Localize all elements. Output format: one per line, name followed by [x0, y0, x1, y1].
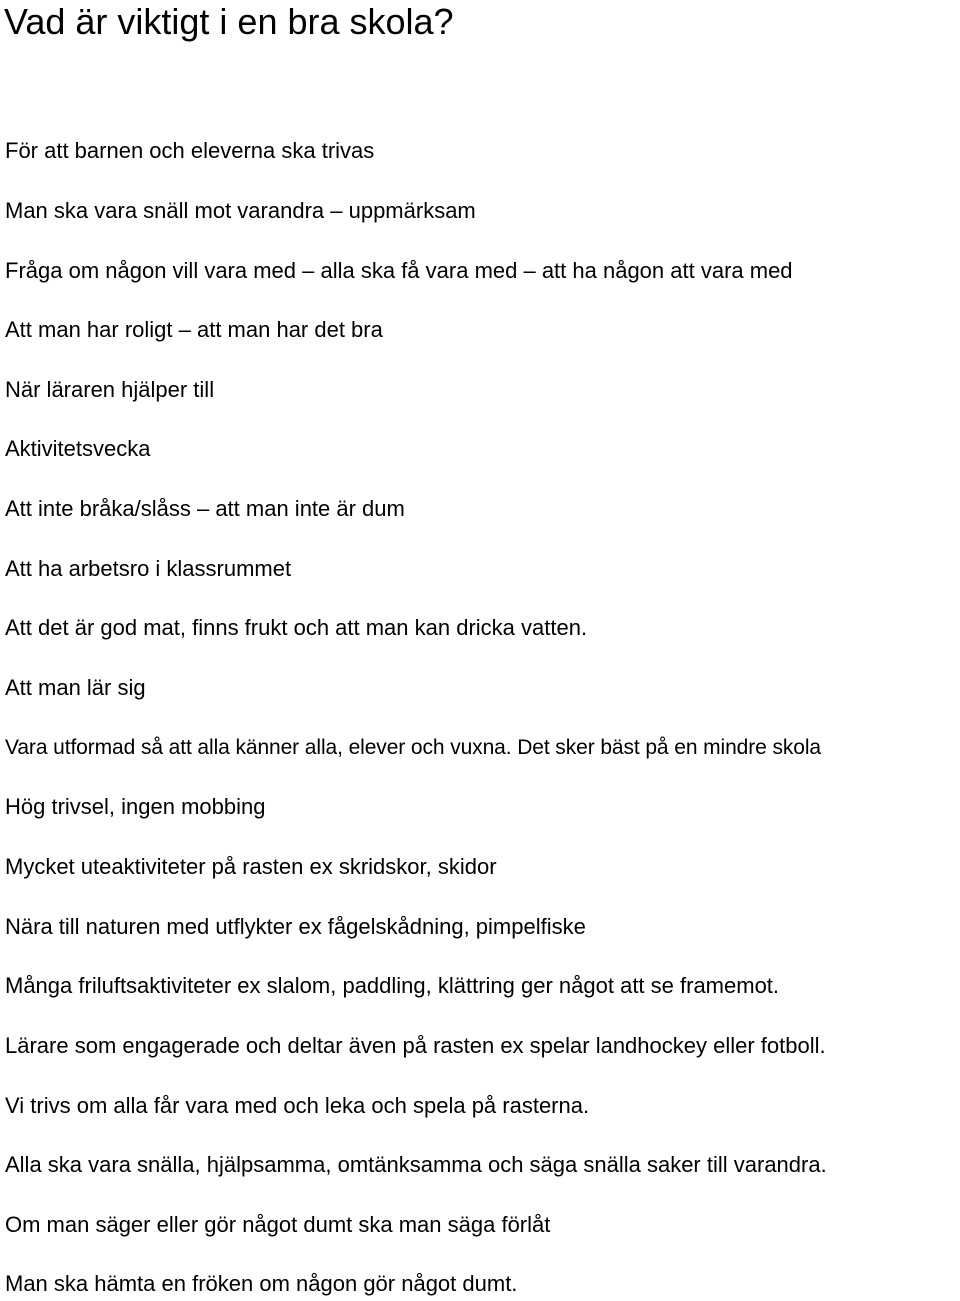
text-line-7: Att inte bråka/slåss – att man inte är dum [5, 496, 405, 521]
text-line-15: Många friluftsaktiviteter ex slalom, paddling, klättring ger något att se framemot. [5, 973, 780, 998]
text-line-14: Nära till naturen med utflykter ex fågelskådning, pimpelfiske [5, 914, 586, 939]
text-line-16: Lärare som engagerade och deltar även på rasten ex spelar landhockey eller fotboll. [5, 1033, 826, 1058]
text-line-8: Att ha arbetsro i klassrummet [5, 556, 292, 581]
text-line-5: När läraren hjälper till [5, 377, 215, 402]
text-line-17: Vi trivs om alla får vara med och leka och spela på rasterna. [5, 1093, 590, 1118]
text-line-13: Mycket uteaktiviteter på rasten ex skridskor, skidor [5, 854, 497, 879]
text-line-18: Alla ska vara snälla, hjälpsamma, omtänksamma och säga snälla saker till varandra. [5, 1152, 827, 1177]
text-line-12: Hög trivsel, ingen mobbing [5, 794, 266, 819]
text-line-11: Vara utformad så att alla känner alla, elever och vuxna. Det sker bäst på en mindre skola [5, 736, 821, 759]
text-line-1: För att barnen och eleverna ska trivas [5, 138, 375, 163]
text-line-19: Om man säger eller gör något dumt ska man säga förlåt [5, 1212, 551, 1237]
text-line-4: Att man har roligt – att man har det bra [5, 317, 383, 342]
text-line-10: Att man lär sig [5, 675, 146, 700]
text-line-6: Aktivitetsvecka [5, 436, 151, 461]
text-line-3: Fråga om någon vill vara med – alla ska få vara med – att ha någon att vara med [5, 258, 793, 283]
document-title: Vad är viktigt i en bra skola? [4, 1, 454, 42]
text-line-2: Man ska vara snäll mot varandra – uppmärksam [5, 198, 476, 223]
text-line-9: Att det är god mat, finns frukt och att man kan dricka vatten. [5, 615, 588, 640]
text-line-20: Man ska hämta en fröken om någon gör något dumt. [5, 1271, 518, 1296]
